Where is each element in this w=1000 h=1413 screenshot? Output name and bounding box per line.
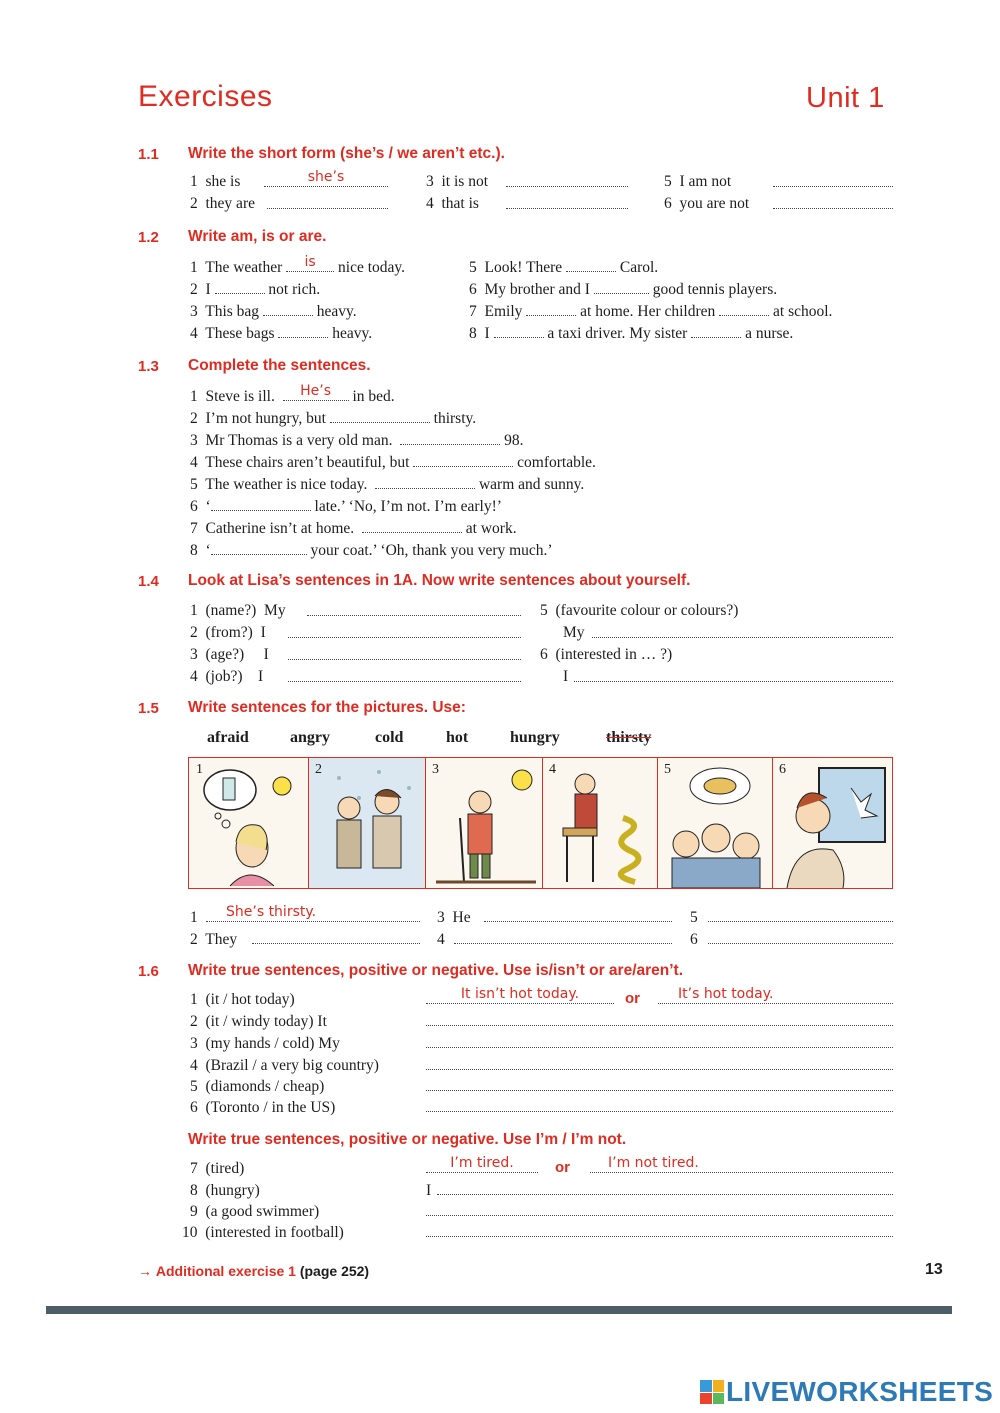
answer-field[interactable] [708,929,893,944]
answer-field[interactable] [288,667,521,682]
unit-label: Unit 1 [806,82,885,114]
exercise-item: 2 (from?) I [190,624,266,641]
answer-field[interactable] [708,907,893,922]
section-number: 1.6 [138,963,159,980]
section-subtitle: Write true sentences, positive or negative. Use I’m / I’m not. [188,1131,627,1148]
picture-1: 1 [190,758,309,888]
answer-field[interactable] [307,601,521,616]
exercise-item: 7 (tired) [190,1160,245,1177]
exercise-item: 4 These bags heavy. [190,325,373,342]
exercise-item: 3 (age?) I [190,646,269,663]
answer-field[interactable] [773,172,893,187]
exercise-item: 6 [690,931,698,948]
picture-5: 5 [658,758,773,888]
exercise-item: 2 I not rich. [190,281,321,298]
exercise-item: 6 (Toronto / in the US) [190,1099,336,1116]
exercise-item: 1 The weather is nice today. [190,254,406,276]
answer-field[interactable] [288,645,521,660]
answer-field[interactable] [454,929,672,944]
word-option: cold [375,729,404,746]
answer-field[interactable] [252,929,420,944]
answer-field[interactable] [263,301,313,316]
exercise-item: 7 Emily at home. Her children at school. [469,303,833,320]
afraid-man-snake-icon [543,758,657,888]
answer-field[interactable]: she’s [264,172,388,187]
page-title: Exercises [138,80,273,113]
exercise-item: 6 you are not [664,195,750,212]
exercise-item: 3 (my hands / cold) My [190,1035,340,1052]
exercise-item: I [563,668,569,685]
answer-field[interactable] [375,474,475,489]
picture-2: 2 [309,758,426,888]
word-option: afraid [207,729,249,746]
answer-field[interactable]: I’m not tired. [590,1158,893,1173]
answer-field[interactable]: is [286,257,334,272]
answer-field[interactable] [426,1076,893,1091]
answer-field[interactable] [278,323,328,338]
answer-field[interactable] [506,194,628,209]
answer-field[interactable] [719,301,769,316]
exercise-item: 3 He [437,909,471,926]
cold-people-icon [309,758,425,888]
answer-field[interactable] [426,1097,893,1112]
exercise-item: 5 The weather is nice today. warm and sunny. [190,476,585,493]
exercise-item: 2 they are [190,195,255,212]
exercise-item: 2 They [190,931,238,948]
exercise-item: 6 My brother and I good tennis players. [469,281,778,298]
answer-field[interactable] [426,1222,893,1237]
angry-woman-window-icon [773,758,891,888]
page-number: 13 [925,1261,943,1278]
page-divider [46,1306,952,1314]
section-title: Write am, is or are. [188,228,327,245]
exercise-item: 5 (diamonds / cheap) [190,1078,325,1095]
section-title: Write sentences for the pictures. Use: [188,699,466,716]
exercise-item: 5 [690,909,698,926]
section-number: 1.4 [138,573,159,590]
exercise-item: 10 (interested in football) [182,1224,344,1241]
answer-field[interactable] [691,323,741,338]
exercise-item: 4 (Brazil / a very big country) [190,1057,379,1074]
answer-field[interactable] [400,430,500,445]
hungry-people-icon [658,758,772,888]
exercise-item: 2 I’m not hungry, but thirsty. [190,410,477,427]
answer-field[interactable]: It’s hot today. [658,989,893,1004]
exercise-item: 1 (name?) My [190,602,286,619]
answer-field[interactable] [426,1011,893,1026]
section-number: 1.1 [138,146,159,163]
exercise-item: 3 Mr Thomas is a very old man. 98. [190,432,524,449]
answer-field[interactable] [330,408,430,423]
answer-field[interactable] [426,1201,893,1216]
hot-gardener-icon [426,758,542,888]
word-option: hungry [510,729,560,746]
section-title: Look at Lisa’s sentences in 1A. Now write sentences about yourself. [188,572,691,589]
answer-field[interactable] [211,496,311,511]
exercise-item: 6 (interested in … ?) [540,646,673,663]
answer-field[interactable] [566,257,616,272]
brand-logo-icon [700,1380,724,1404]
section-title: Write the short form (she’s / we aren’t etc.). [188,145,505,162]
exercise-item: 4 (job?) I [190,668,264,685]
section-number: 1.3 [138,358,159,375]
picture-6: 6 [773,758,891,888]
word-option-used: thirsty [606,729,652,746]
answer-field[interactable] [215,279,265,294]
exercise-item: 4 that is [426,195,479,212]
word-option: angry [290,729,330,746]
additional-exercise-link[interactable]: → Additional exercise 1 (page 252) [138,1263,370,1279]
exercise-item: 8 (hungry) [190,1182,260,1199]
answer-field[interactable] [773,194,893,209]
exercise-item: 1 [190,909,198,926]
answer-field[interactable] [594,279,649,294]
exercise-item: 9 (a good swimmer) [190,1203,320,1220]
exercise-item: 6 ‘ late.’ ‘No, I’m not. I’m early!’ [190,498,502,515]
answer-field[interactable] [437,1180,893,1195]
exercise-item: 7 Catherine isn’t at home. at work. [190,520,517,537]
answer-field[interactable]: He’s [283,386,349,401]
or-label: or [625,990,640,1007]
brand-name[interactable]: LIVEWORKSHEETS [726,1376,994,1407]
sentence-start: I [426,1182,432,1199]
answer-field[interactable] [494,323,544,338]
answer-field[interactable] [574,667,893,682]
answer-field[interactable]: It isn’t hot today. [426,989,614,1004]
thirsty-woman-icon [190,758,308,888]
answer-field[interactable] [592,623,893,638]
answer-field[interactable] [362,518,462,533]
exercise-item: 8 ‘ your coat.’ ‘Oh, thank you very much.’ [190,542,553,559]
exercise-item: 5 I am not [664,173,732,190]
section-number: 1.5 [138,700,159,717]
answer-field[interactable] [526,301,576,316]
exercise-item: My [563,624,585,641]
exercise-item: 8 I a taxi driver. My sister a nurse. [469,325,794,342]
answer-field[interactable] [413,452,513,467]
exercise-item: 4 These chairs aren’t beautiful, but comfortable. [190,454,596,471]
exercise-item: 3 This bag heavy. [190,303,357,320]
exercise-item: 3 it is not [426,173,489,190]
exercise-item: 1 (it / hot today) [190,991,295,1008]
picture-3: 3 [426,758,543,888]
section-title: Write true sentences, positive or negative. Use is/isn’t or are/aren’t. [188,962,684,979]
exercise-item: 1 Steve is ill. He’s in bed. [190,383,395,405]
exercise-item: 5 Look! There Carol. [469,259,659,276]
answer-field[interactable] [506,172,628,187]
exercise-item: 4 [437,931,445,948]
exercise-item: 1 she is [190,173,241,190]
picture-4: 4 [543,758,658,888]
arrow-icon: → [138,1263,152,1279]
answer-field[interactable] [288,623,521,638]
answer-field[interactable]: I’m tired. [426,1158,538,1173]
answer-field[interactable] [426,1033,893,1048]
answer-field[interactable] [426,1055,893,1070]
word-option: hot [446,729,469,746]
or-label: or [555,1159,570,1176]
answer-field[interactable] [267,194,388,209]
answer-field[interactable] [211,540,307,555]
section-title: Complete the sentences. [188,357,371,374]
answer-field[interactable]: She’s thirsty. [206,907,420,922]
exercise-item: 2 (it / windy today) It [190,1013,327,1030]
section-number: 1.2 [138,229,159,246]
answer-field[interactable] [484,907,672,922]
exercise-item: 5 (favourite colour or colours?) [540,602,739,619]
